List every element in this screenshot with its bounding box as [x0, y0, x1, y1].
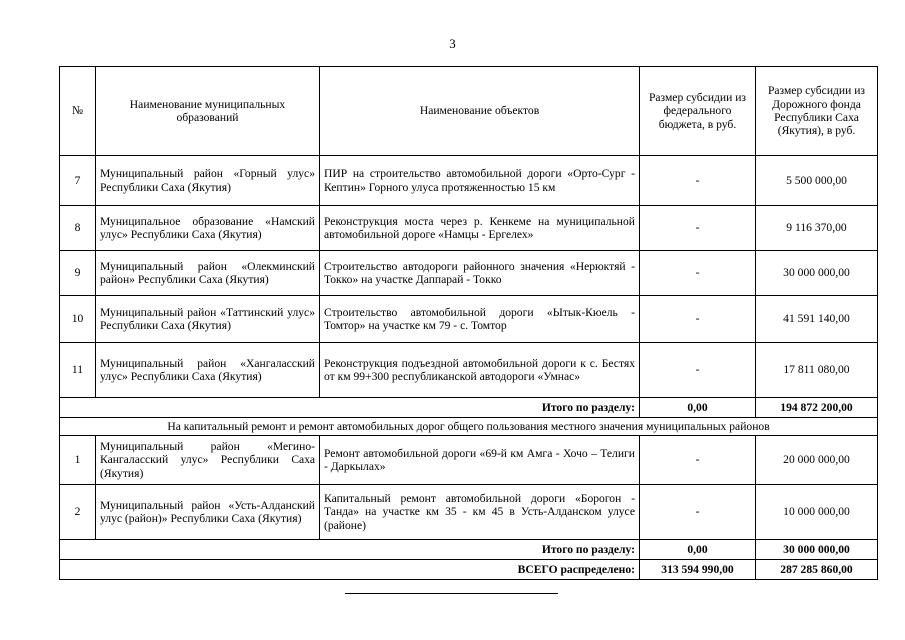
subtotal-federal: 0,00	[640, 398, 756, 418]
row-object: Капитальный ремонт автомобильной дороги «Борогон - Танда» на участке км 35 - км 45 в Усть-Алданском улусе (районе)	[320, 485, 640, 540]
table-row	[60, 156, 878, 206]
total-road-fund: 287 285 860,00	[756, 560, 878, 580]
row-municipality: Муниципальный район «Таттинский улус» Республики Саха (Якутия)	[96, 296, 320, 343]
row-num: 1	[60, 436, 96, 485]
subtotal-road-fund: 30 000 000,00	[756, 540, 878, 560]
total-label: ВСЕГО распределено:	[60, 560, 640, 580]
row-federal: -	[640, 251, 756, 296]
row-object: Строительство автомобильной дороги «Ытык-Кюель - Томтор» на участке км 79 - с. Томтор	[320, 296, 640, 343]
row-federal: -	[640, 296, 756, 343]
row-road-fund: 5 500 000,00	[756, 156, 878, 206]
row-federal: -	[640, 343, 756, 398]
header-federal: Размер субсидии из федерального бюджета, в руб.	[640, 67, 756, 156]
row-road-fund: 41 591 140,00	[756, 296, 878, 343]
table-row	[60, 436, 878, 485]
page-number: 3	[449, 36, 456, 51]
row-num: 2	[60, 485, 96, 540]
row-federal: -	[640, 485, 756, 540]
row-object: Реконструкция моста через р. Кенкеме на муниципальной автомобильной дороге «Намцы - Ергелех»	[320, 206, 640, 251]
section-title: На капитальный ремонт и ремонт автомобильных дорог общего пользования местного значения муниципальных районов	[60, 418, 878, 436]
header-municipality: Наименование муниципальных образований	[96, 67, 320, 156]
row-object: ПИР на строительство автомобильной дороги «Орто-Сург - Кептин» Горного улуса протяженностью 15 км	[320, 156, 640, 206]
table-row	[60, 251, 878, 296]
subtotal-road-fund: 194 872 200,00	[756, 398, 878, 418]
header-objects: Наименование объектов	[320, 67, 640, 156]
row-num: 9	[60, 251, 96, 296]
header-num: №	[60, 67, 96, 156]
row-municipality: Муниципальный район «Мегино-Кангаласский улус» Республики Саха (Якутия)	[96, 436, 320, 485]
total-row	[60, 560, 878, 580]
row-municipality: Муниципальный район «Горный улус» Республики Саха (Якутия)	[96, 156, 320, 206]
row-object: Строительство автодороги районного значения «Нерюктяй - Токко» на участке Даппарай - Токко	[320, 251, 640, 296]
row-municipality: Муниципальное образование «Намский улус» Республики Саха (Якутия)	[96, 206, 320, 251]
row-federal: -	[640, 206, 756, 251]
row-road-fund: 20 000 000,00	[756, 436, 878, 485]
footer-divider	[345, 593, 558, 594]
row-object: Реконструкция подъездной автомобильной дороги к с. Бестях от км 99+300 республиканской автодороги «Умнас»	[320, 343, 640, 398]
table-row	[60, 485, 878, 540]
table-header-row	[60, 67, 878, 156]
subtotal-label: Итого по разделу:	[60, 540, 640, 560]
row-municipality: Муниципальный район «Хангаласский улус» Республики Саха (Якутия)	[96, 343, 320, 398]
row-municipality: Муниципальный район «Олекминский район» Республики Саха (Якутия)	[96, 251, 320, 296]
row-num: 10	[60, 296, 96, 343]
row-municipality: Муниципальный район «Усть-Алданский улус (район)» Республики Саха (Якутия)	[96, 485, 320, 540]
subsidy-table	[59, 66, 878, 580]
row-num: 11	[60, 343, 96, 398]
row-object: Ремонт автомобильной дороги «69-й км Амга - Хочо – Телиги - Даркылах»	[320, 436, 640, 485]
row-road-fund: 30 000 000,00	[756, 251, 878, 296]
section-title-row	[60, 418, 878, 436]
row-road-fund: 17 811 080,00	[756, 343, 878, 398]
subtotal-row	[60, 398, 878, 418]
row-federal: -	[640, 156, 756, 206]
header-road-fund: Размер субсидии из Дорожного фонда Республики Саха (Якутия), в руб.	[756, 67, 878, 156]
row-num: 8	[60, 206, 96, 251]
row-num: 7	[60, 156, 96, 206]
subtotal-row	[60, 540, 878, 560]
row-federal: -	[640, 436, 756, 485]
table-row	[60, 343, 878, 398]
table-row	[60, 206, 878, 251]
table-row	[60, 296, 878, 343]
subtotal-federal: 0,00	[640, 540, 756, 560]
row-road-fund: 9 116 370,00	[756, 206, 878, 251]
row-road-fund: 10 000 000,00	[756, 485, 878, 540]
total-federal: 313 594 990,00	[640, 560, 756, 580]
subtotal-label: Итого по разделу:	[60, 398, 640, 418]
